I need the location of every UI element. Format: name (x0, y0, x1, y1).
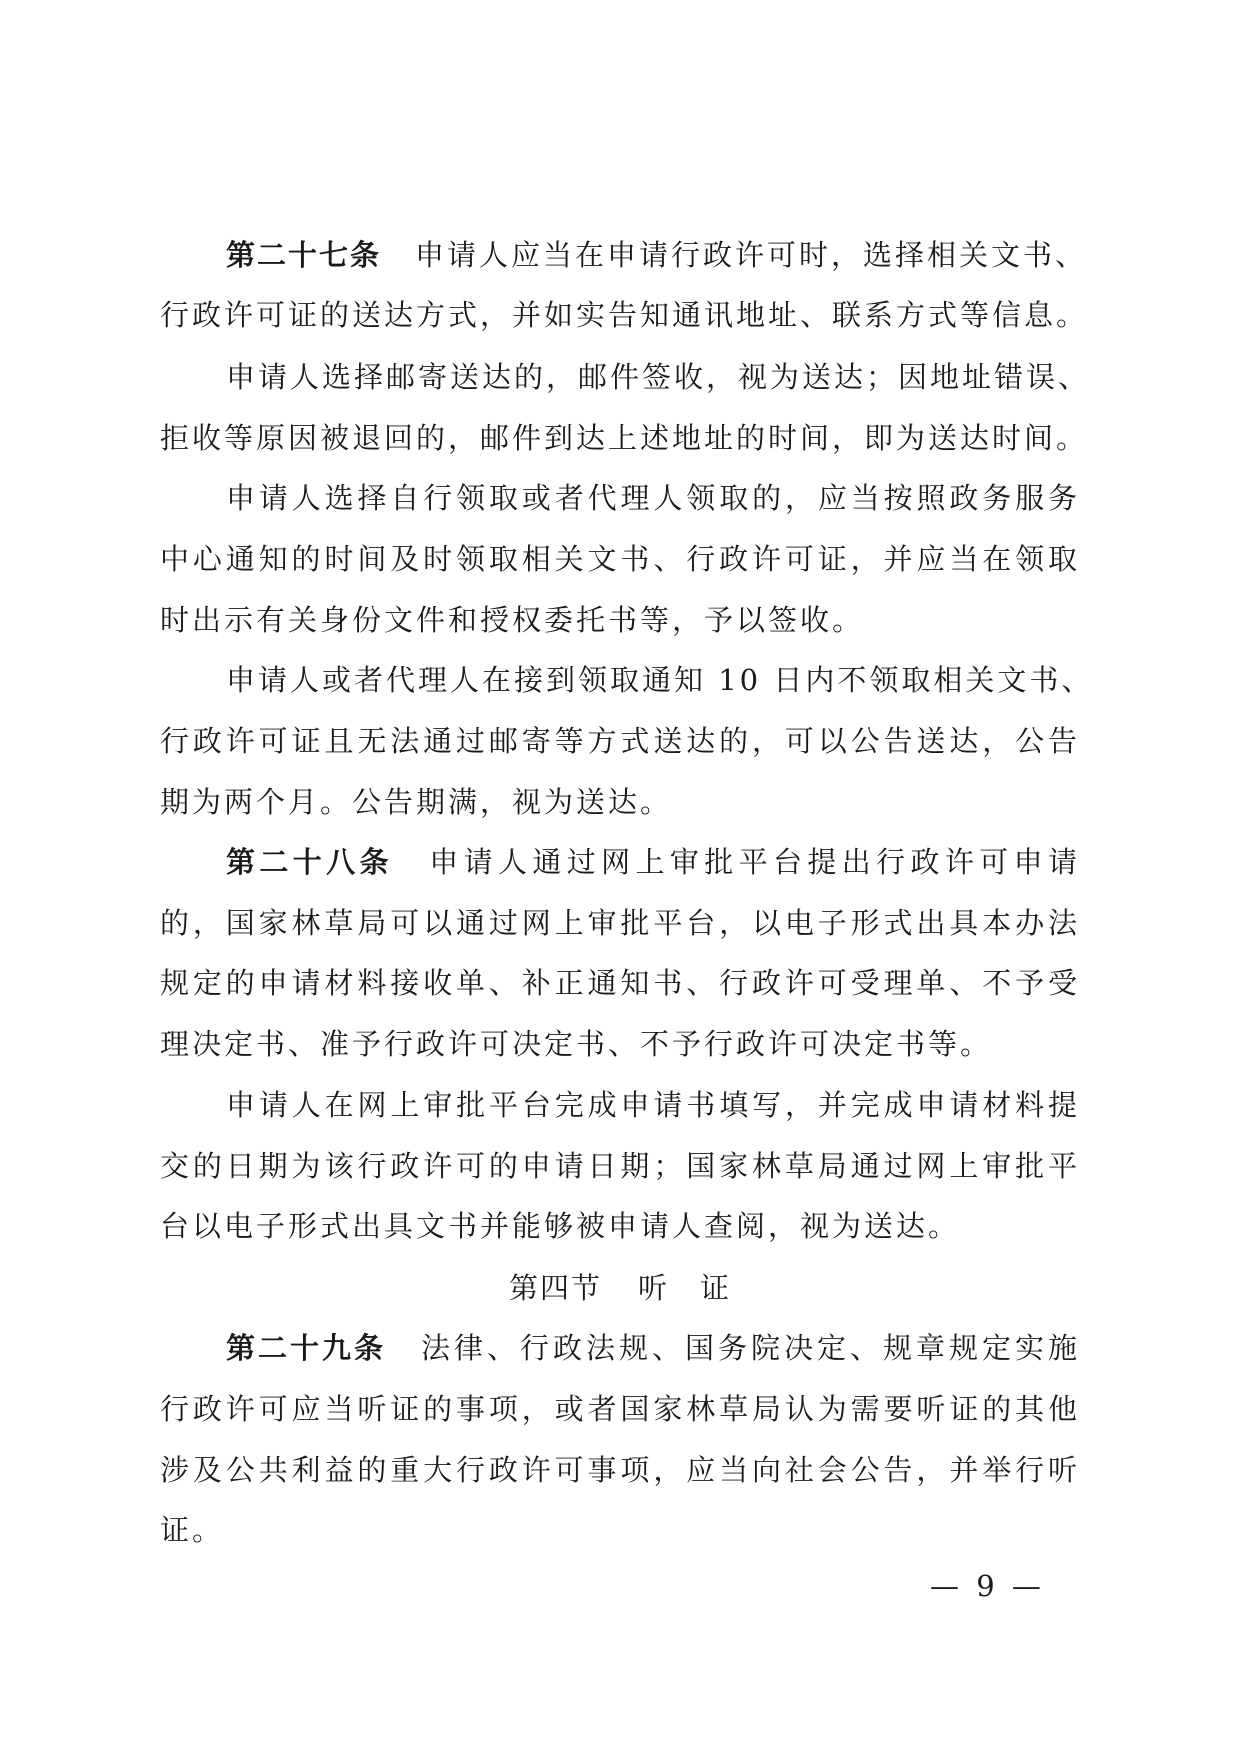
article-27-line-1 (226, 235, 1088, 275)
para-27d-line-3: 期为两个月。公告期满，视为送达。 (160, 785, 673, 819)
section-number: 第四节 (508, 1271, 602, 1305)
section-name: 听 证 (638, 1271, 732, 1305)
section-title (160, 1268, 1080, 1308)
para-28b-line-1: 申请人在网上审批平台完成申请书填写，并完成申请材料提 (226, 1088, 1080, 1122)
para-27c-line-1: 申请人选择自行领取或者代理人领取的，应当按照政务服务 (226, 481, 1080, 515)
para-27b-line-2: 拒收等原因被退回的，邮件到达上述地址的时间，即为送达时间。 (160, 421, 1089, 455)
para-28b-line-3: 台以电子形式出具文书并能够被申请人查阅，视为送达。 (160, 1209, 961, 1243)
article-27-heading: 第二十七条 (226, 238, 382, 272)
article-28-line-3: 规定的申请材料接收单、补正通知书、行政许可受理单、不予受 (160, 966, 1080, 1000)
article-29-heading: 第二十九条 (226, 1331, 386, 1365)
page-number: — 9 — (930, 1569, 1045, 1603)
article-28-line-4: 理决定书、准予行政许可决定书、不予行政许可决定书等。 (160, 1027, 993, 1061)
article-27-text: 申请人应当在申请行政许可时，选择相关文书、 (415, 238, 1088, 272)
article-29-line-1 (226, 1328, 1080, 1368)
article-28-line-1 (226, 842, 1080, 882)
article-28-text: 申请人通过网上审批平台提出行政许可申请 (426, 845, 1080, 879)
document-page (160, 0, 1094, 1754)
article-29-line-3: 涉及公共利益的重大行政许可事项，应当向社会公告，并举行听 (160, 1453, 1080, 1487)
article-29-line-4: 证。 (160, 1513, 225, 1547)
para-27c-line-2: 中心通知的时间及时领取相关文书、行政许可证，并应当在领取 (160, 542, 1080, 576)
article-29-text: 法律、行政法规、国务院决定、规章规定实施 (420, 1331, 1080, 1365)
para-27d-line-1: 申请人或者代理人在接到领取通知 10 日内不领取相关文书、 (226, 663, 1094, 697)
article-29-line-2: 行政许可应当听证的事项，或者国家林草局认为需要听证的其他 (160, 1392, 1080, 1426)
para-28b-line-2: 交的日期为该行政许可的申请日期；国家林草局通过网上审批平 (160, 1149, 1080, 1183)
para-27d-line-2: 行政许可证且无法通过邮寄等方式送达的，可以公告送达，公告 (160, 724, 1080, 758)
para-27b-line-1: 申请人选择邮寄送达的，邮件签收，视为送达；因地址错误、 (226, 360, 1091, 394)
article-28-line-2: 的，国家林草局可以通过网上审批平台，以电子形式出具本办法 (160, 906, 1080, 940)
para-27c-line-3: 时出示有关身份文件和授权委托书等，予以签收。 (160, 603, 865, 637)
article-28-heading: 第二十八条 (226, 845, 393, 879)
article-27-line-2: 行政许可证的送达方式，并如实告知通讯地址、联系方式等信息。 (160, 298, 1089, 332)
